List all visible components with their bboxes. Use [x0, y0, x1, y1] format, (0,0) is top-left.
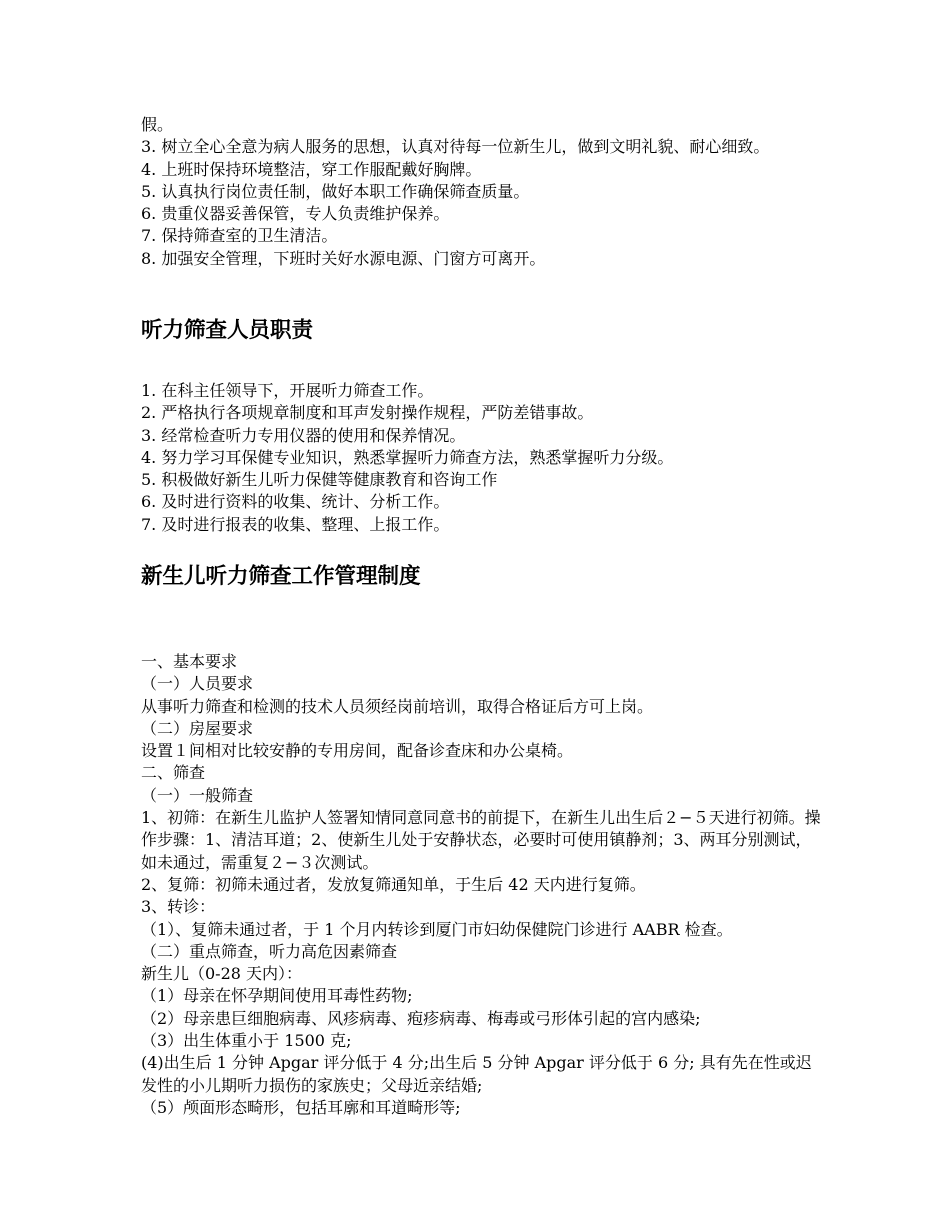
list-item: 2. 严格执行各项规章制度和耳声发射操作规程，严防差错事故。	[141, 403, 594, 423]
list-item: 5. 认真执行岗位责任制，做好本职工作确保筛查质量。	[141, 181, 530, 201]
list-item: 1、初筛：在新生儿监护人签署知情同意同意书的前提下，在新生儿出生后２−５天进行初筛。操作步骤：1、清洁耳道；2、使新生儿处于安静状态，必要时可使用镇静剂；3、两耳分别测试，如未通过，需重复２−３次测试。	[141, 808, 821, 872]
list-item: 二、筛查	[141, 763, 206, 783]
list-item: 2、复筛：初筛未通过者，发放复筛通知单，于生后 42 天内进行复筛。	[141, 874, 646, 894]
section-heading-newborn-hearing-screening-management: 新生儿听力筛查工作管理制度	[141, 564, 421, 589]
list-item: （2）母亲患巨细胞病毒、风疹病毒、疱疹病毒、梅毒或弓形体引起的宫内感染;	[141, 1008, 701, 1028]
list-item: （二）房屋要求	[141, 718, 254, 738]
list-item: 3. 树立全心全意为病人服务的思想，认真对待每一位新生儿，做到文明礼貌、耐心细致。	[141, 137, 770, 157]
list-item: 3. 经常检查听力专用仪器的使用和保养情况。	[141, 425, 466, 445]
duties-list	[141, 380, 821, 536]
list-item: 从事听力筛查和检测的技术人员须经岗前培训，取得合格证后方可上岗。	[141, 696, 654, 716]
list-item: 一、基本要求	[141, 652, 238, 671]
list-item: 7. 及时进行报表的收集、整理、上报工作。	[141, 514, 450, 534]
list-item: （一）人员要求	[141, 674, 254, 694]
list-item: （5）颅面形态畸形，包括耳廓和耳道畸形等;	[141, 1097, 461, 1117]
list-item: 4. 努力学习耳保健专业知识，熟悉掌握听力筛查方法，熟悉掌握听力分级。	[141, 447, 674, 467]
management-rules-list	[141, 651, 821, 1119]
rules-continued-list	[141, 114, 821, 270]
list-item: 7. 保持筛查室的卫生清洁。	[141, 226, 338, 246]
list-item: 1. 在科主任领导下，开展听力筛查工作。	[141, 381, 434, 400]
list-item: 新生儿（0-28 天内）：	[141, 964, 303, 984]
list-item: （二）重点筛查，听力高危因素筛查	[141, 941, 398, 961]
list-item: 4. 上班时保持环境整洁，穿工作服配戴好胸牌。	[141, 159, 482, 179]
list-item: （3）出生体重小于 1500 克;	[141, 1031, 352, 1051]
list-item: 5. 积极做好新生儿听力保健等健康教育和咨询工作	[141, 470, 498, 490]
list-item: 设置１间相对比较安静的专用房间，配备诊查床和办公桌椅。	[141, 741, 574, 761]
list-item: （1）母亲在怀孕期间使用耳毒性药物;	[141, 986, 413, 1006]
list-item: 6. 贵重仪器妥善保管，专人负责维护保养。	[141, 204, 450, 224]
list-item: 3、转诊：	[141, 897, 216, 917]
list-item: （一）一般筛查	[141, 785, 254, 805]
list-item: 假。	[141, 115, 174, 134]
list-item: (4)出生后 1 分钟 Apgar 评分低于 4 分;出生后 5 分钟 Apgar 评分低于 6 分; 具有先在性或迟发性的小儿期听力损伤的家族史；父母近亲结婚;	[141, 1053, 812, 1095]
section-heading-hearing-screening-staff-duties: 听力筛查人员职责	[141, 318, 314, 343]
list-item: （1）、复筛未通过者，于 1 个月内转诊到厦门市妇幼保健院门诊进行 AABR 检查。	[141, 919, 733, 939]
list-item: 8. 加强安全管理，下班时关好水源电源、门窗方可离开。	[141, 248, 546, 268]
list-item: 6. 及时进行资料的收集、统计、分析工作。	[141, 492, 450, 512]
